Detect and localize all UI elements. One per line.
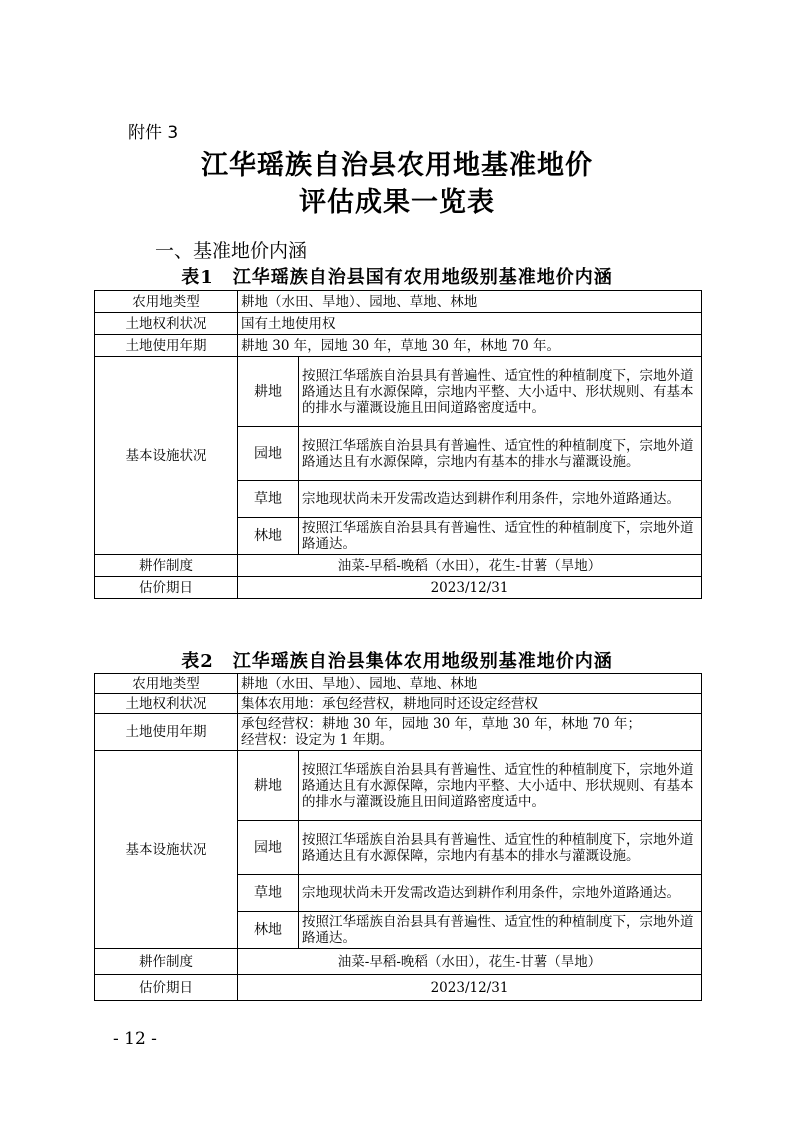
- attachment-label: 附件 3: [128, 123, 179, 143]
- infra-item-name: 林地: [238, 518, 299, 555]
- document-title-line1: 江华瑶族自治县农用地基准地价: [201, 150, 593, 181]
- table-row: [95, 674, 702, 694]
- infra-item-name: 耕地: [238, 357, 299, 427]
- infra-item-name: 园地: [238, 427, 299, 481]
- infra-item-desc: 按照江华瑶族自治县具有普遍性、适宜性的种植制度下，宗地外道路通达。: [299, 518, 702, 555]
- infra-item-name: 园地: [238, 821, 299, 875]
- farming-value: 油菜-早稻-晚稻（水田），花生-甘薯（旱地）: [238, 949, 702, 975]
- term-value-line1: 承包经营权：耕地 30 年，园地 30 年，草地 30 年，林地 70 年；: [241, 716, 642, 732]
- land-type-value: 耕地（水田、旱地）、园地、草地、林地: [238, 291, 702, 313]
- infra-item-desc: 宗地现状尚未开发需改造达到耕作利用条件，宗地外道路通达。: [299, 875, 702, 912]
- section-heading: 一、基准地价内涵: [155, 240, 308, 262]
- table-row: [95, 714, 702, 751]
- infra-item-desc: 按照江华瑶族自治县具有普遍性、适宜性的种植制度下，宗地外道路通达且有水源保障，宗地内平整、大小适中、形状规则、有基本的排水与灌溉设施且田间道路密度适中。: [299, 357, 702, 427]
- infra-item-desc: 宗地现状尚未开发需改造达到耕作利用条件，宗地外道路通达。: [299, 481, 702, 518]
- table-row: [95, 555, 702, 577]
- infra-item-desc: 按照江华瑶族自治县具有普遍性、适宜性的种植制度下，宗地外道路通达。: [299, 912, 702, 949]
- table1-caption: 表1 江华瑶族自治县国有农用地级别基准地价内涵: [181, 267, 613, 288]
- rights-label: 土地权利状况: [95, 313, 238, 335]
- land-type-label: 农用地类型: [95, 674, 238, 694]
- infra-item-desc: 按照江华瑶族自治县具有普遍性、适宜性的种植制度下，宗地外道路通达且有水源保障，宗地内有基本的排水与灌溉设施。: [299, 427, 702, 481]
- date-value: 2023/12/31: [238, 975, 702, 1001]
- infra-item-desc: 按照江华瑶族自治县具有普遍性、适宜性的种植制度下，宗地外道路通达且有水源保障，宗地内平整、大小适中、形状规则、有基本的排水与灌溉设施且田间道路密度适中。: [299, 751, 702, 821]
- table-row: [95, 313, 702, 335]
- date-label: 估价期日: [95, 577, 238, 599]
- table-row: [95, 694, 702, 714]
- rights-label: 土地权利状况: [95, 694, 238, 714]
- infra-item-name: 草地: [238, 875, 299, 912]
- land-type-label: 农用地类型: [95, 291, 238, 313]
- date-value: 2023/12/31: [238, 577, 702, 599]
- table-row: [95, 577, 702, 599]
- infra-item-desc: 按照江华瑶族自治县具有普遍性、适宜性的种植制度下，宗地外道路通达且有水源保障，宗地内有基本的排水与灌溉设施。: [299, 821, 702, 875]
- rights-value: 国有土地使用权: [238, 313, 702, 335]
- table-row: [95, 751, 702, 821]
- farming-label: 耕作制度: [95, 949, 238, 975]
- table2-collective-land: [94, 673, 702, 1001]
- term-value: 耕地 30 年，园地 30 年，草地 30 年，林地 70 年。: [238, 335, 702, 357]
- infra-item-name: 草地: [238, 481, 299, 518]
- infrastructure-label: 基本设施状况: [95, 357, 238, 555]
- document-title-line2: 评估成果一览表: [299, 187, 495, 218]
- table-row: [95, 335, 702, 357]
- term-value-line2: 经营权：设定为 1 年期。: [241, 732, 394, 748]
- farming-value: 油菜-早稻-晚稻（水田），花生-甘薯（旱地）: [238, 555, 702, 577]
- table-row: [95, 975, 702, 1001]
- farming-label: 耕作制度: [95, 555, 238, 577]
- term-label: 土地使用年期: [95, 714, 238, 751]
- table-row: [95, 291, 702, 313]
- table-row: [95, 357, 702, 427]
- date-label: 估价期日: [95, 975, 238, 1001]
- table-row: [95, 949, 702, 975]
- infra-item-name: 耕地: [238, 751, 299, 821]
- infra-item-name: 林地: [238, 912, 299, 949]
- term-label: 土地使用年期: [95, 335, 238, 357]
- rights-value: 集体农用地：承包经营权，耕地同时还设定经营权: [238, 694, 702, 714]
- infrastructure-label: 基本设施状况: [95, 751, 238, 949]
- page-number: - 12 -: [113, 1029, 157, 1049]
- term-value: [238, 714, 702, 751]
- table2-caption: 表2 江华瑶族自治县集体农用地级别基准地价内涵: [181, 651, 613, 672]
- table1-state-land: [94, 290, 702, 599]
- land-type-value: 耕地（水田、旱地）、园地、草地、林地: [238, 674, 702, 694]
